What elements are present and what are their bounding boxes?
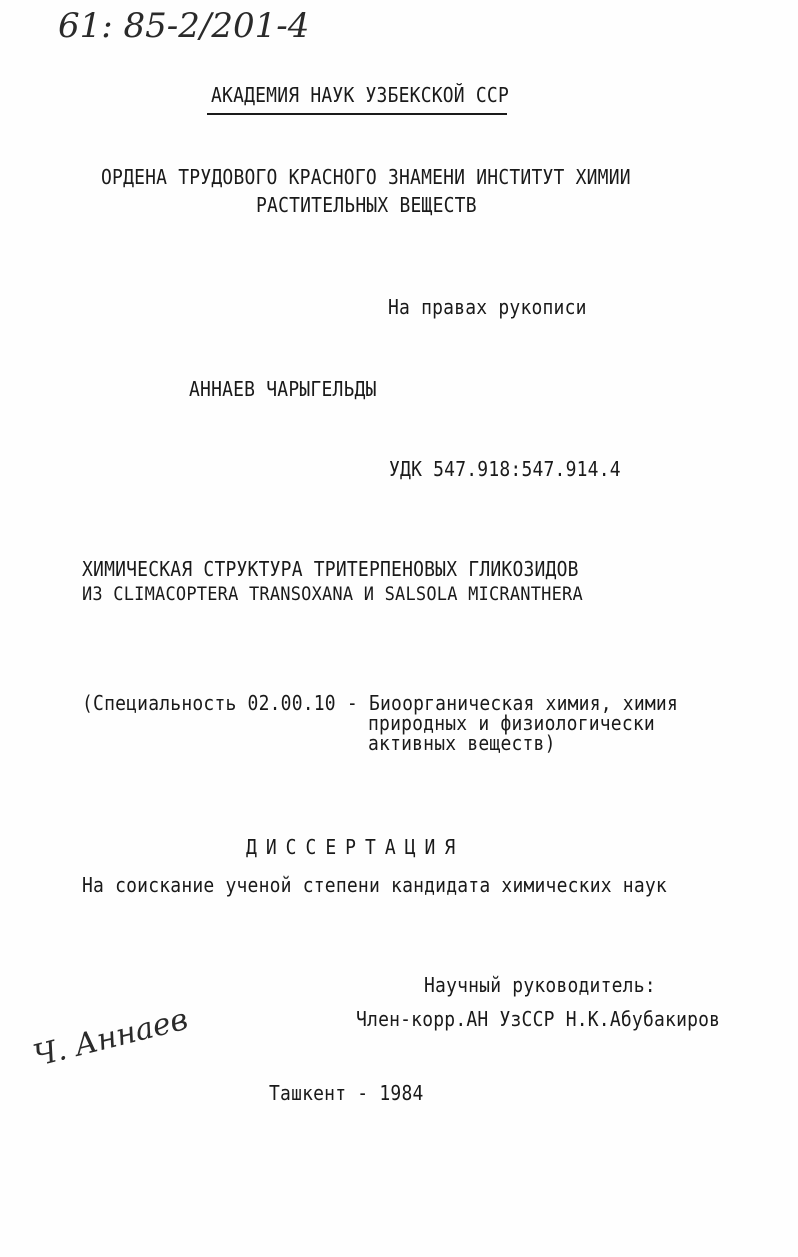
title-line-2: ИЗ CLIMACOPTERA TRANSOXANA И SALSOLA MICRANTHERA bbox=[82, 583, 583, 606]
city-year: Ташкент - 1984 bbox=[269, 1082, 424, 1106]
supervisor-name: Член-корр.АН УзССР Н.К.Абубакиров bbox=[356, 1008, 721, 1032]
degree-statement: На соискание ученой степени кандидата химических наук bbox=[82, 874, 667, 898]
archive-code: 61: 85-2/201-4 bbox=[58, 6, 310, 46]
institute-line-1: ОРДЕНА ТРУДОВОГО КРАСНОГО ЗНАМЕНИ ИНСТИТУТ ХИМИИ bbox=[101, 166, 631, 190]
title-line-1: ХИМИЧЕСКАЯ СТРУКТУРА ТРИТЕРПЕНОВЫХ ГЛИКОЗИДОВ bbox=[82, 558, 579, 582]
academy-underline bbox=[207, 113, 507, 115]
author-name: АННАЕВ ЧАРЫГЕЛЬДЫ bbox=[189, 378, 377, 402]
institute-line-2: РАСТИТЕЛЬНЫХ ВЕЩЕСТВ bbox=[256, 194, 477, 218]
author-signature: Ч. Аннаев bbox=[30, 1001, 192, 1074]
supervisor-label: Научный руководитель: bbox=[424, 974, 656, 998]
specialty-line-1: (Специальность 02.00.10 - Биоорганическая химия, химия bbox=[82, 692, 678, 716]
academy-name: АКАДЕМИЯ НАУК УЗБЕКСКОЙ ССР bbox=[211, 84, 509, 108]
document-type: ДИССЕРТАЦИЯ bbox=[246, 836, 465, 860]
specialty-line-2: природных и физиологически bbox=[368, 712, 655, 736]
specialty-line-3: активных веществ) bbox=[368, 732, 556, 756]
udc-code: УДК 547.918:547.914.4 bbox=[389, 458, 621, 482]
manuscript-rights: На правах рукописи bbox=[388, 296, 587, 320]
